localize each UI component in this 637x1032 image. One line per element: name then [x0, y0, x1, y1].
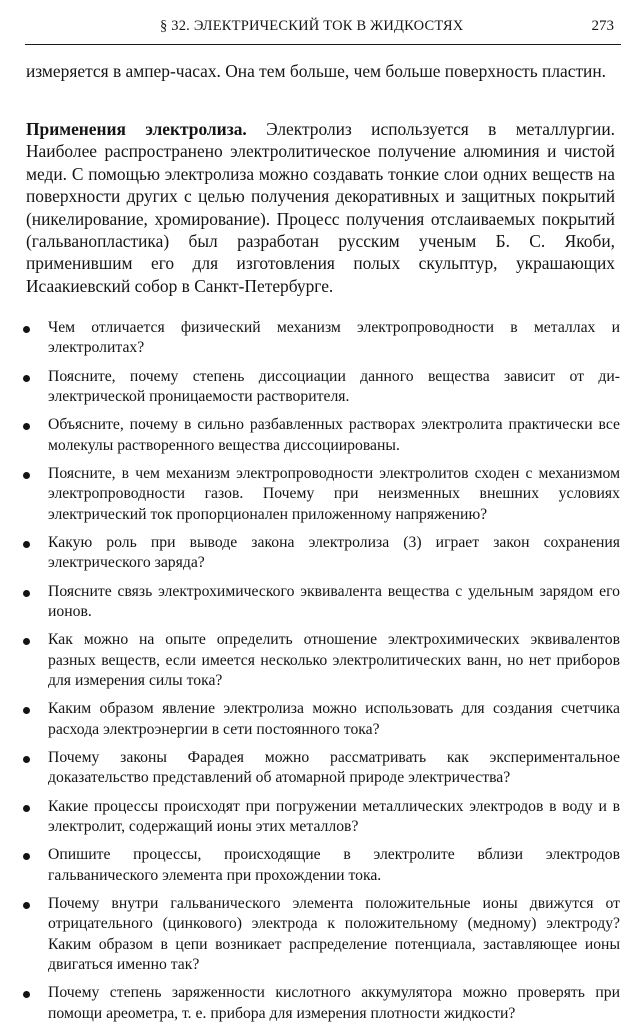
question-item	[20, 582, 620, 623]
question-item	[20, 318, 620, 359]
question-text: Поясните, в чем механизм электропроводности электролитов сходен с механизмом электропроводности газов. Почему при неизменных внешних условиях электрический ток пропорционален приложенному напряжению?	[48, 465, 620, 523]
question-text: Каким образом явление электролиза можно использовать для создания счетчика расхода электроэнергии в сети постоянного тока?	[48, 700, 620, 738]
bullet-icon	[23, 326, 30, 333]
question-item	[20, 533, 620, 574]
page-number: 273	[591, 18, 614, 34]
question-item	[20, 367, 620, 408]
question-text: Опишите процессы, происходящие в электролите вблизи электродов гальванического элемента при прохождении тока.	[48, 846, 620, 884]
bullet-icon	[23, 756, 30, 763]
continuation-paragraph	[26, 60, 615, 82]
question-item	[20, 797, 620, 838]
question-text: Какие процессы происходят при погружении металлических электродов в воду и в электролит, содержащий ионы этих металлов?	[48, 797, 620, 836]
question-text: Поясните, почему степень диссоциации данного вещества зависит от диэлектрической проницаемости растворителя.	[48, 367, 620, 405]
page-header	[0, 18, 637, 40]
applications-paragraph	[26, 118, 615, 297]
question-item	[20, 415, 620, 456]
bullet-icon	[23, 991, 30, 998]
question-text: Объясните, почему в сильно разбавленных растворах электролита практически все молекулы растворенного вещества диссоциированы.	[48, 416, 620, 454]
bullet-icon	[23, 541, 30, 548]
bullet-icon	[23, 590, 30, 597]
question-item	[20, 699, 620, 740]
question-item	[20, 748, 620, 789]
review-questions-list	[20, 318, 620, 1032]
applications-text: Электролиз используется в металлургии. Наиболее распространено электролитическое получение алюминия и чистой меди. С помощью электролиза можно создавать тонкие слои одних веществ на поверхности других с целью получения декоративных и защитных покрытий (никелирование, хромирование). Процесс получения отслаиваемых покрытий (гальванопластика) был разработан русским ученым Б. С. Якоби, применившим его для изготовления полых скульптур, украшающих Исаакиевский собор в Санкт-Петербурге.	[26, 119, 615, 296]
bullet-icon	[23, 902, 30, 909]
question-item	[20, 464, 620, 525]
section-heading: Применения электролиза.	[26, 119, 247, 139]
running-head: § 32. ЭЛЕКТРИЧЕСКИЙ ТОК В ЖИДКОСТЯХ	[160, 18, 464, 34]
bullet-icon	[23, 638, 30, 645]
question-text: Поясните связь электрохимического эквивалента вещества с удельным зарядом его ионов.	[48, 582, 620, 621]
question-text: Почему законы Фарадея можно рассматривать как экспериментальное доказательство представлений об атомарной природе электричества?	[48, 749, 620, 787]
question-text: Какую роль при выводе закона электролиза (3) играет закон сохранения электрического заряда?	[48, 534, 620, 572]
question-text: Почему степень заряженности кислотного аккумулятора можно проверять при помощи ареометра, т. е. прибора для измерения плотности жидкости?	[48, 984, 620, 1022]
bullet-icon	[23, 707, 30, 714]
bullet-icon	[23, 853, 30, 860]
question-text: Почему внутри гальванического элемента положительные ионы движутся от отрицательного (цинкового) электрода к положительному (медному) электроду? Каким образом в цепи возникает распределение потенциала, заставляющее ионы двигаться именно так?	[48, 895, 620, 974]
question-item	[20, 845, 620, 886]
header-rule	[25, 44, 621, 45]
continuation-text: измеряется в ампер-часах. Она тем больше, чем больше поверхность пластин.	[26, 61, 607, 81]
question-item	[20, 983, 620, 1024]
question-text: Чем отличается физический механизм электропроводности в металлах и электролитах?	[48, 319, 620, 357]
question-item	[20, 630, 620, 691]
bullet-icon	[23, 375, 30, 382]
bullet-icon	[23, 805, 30, 812]
question-item	[20, 894, 620, 975]
bullet-icon	[23, 472, 30, 479]
question-text: Как можно на опыте определить отношение электрохимических эквивалентов разных веществ, если имеется несколько электролитических ванн, но нет приборов для измерения силы тока?	[48, 631, 620, 690]
bullet-icon	[23, 423, 30, 430]
